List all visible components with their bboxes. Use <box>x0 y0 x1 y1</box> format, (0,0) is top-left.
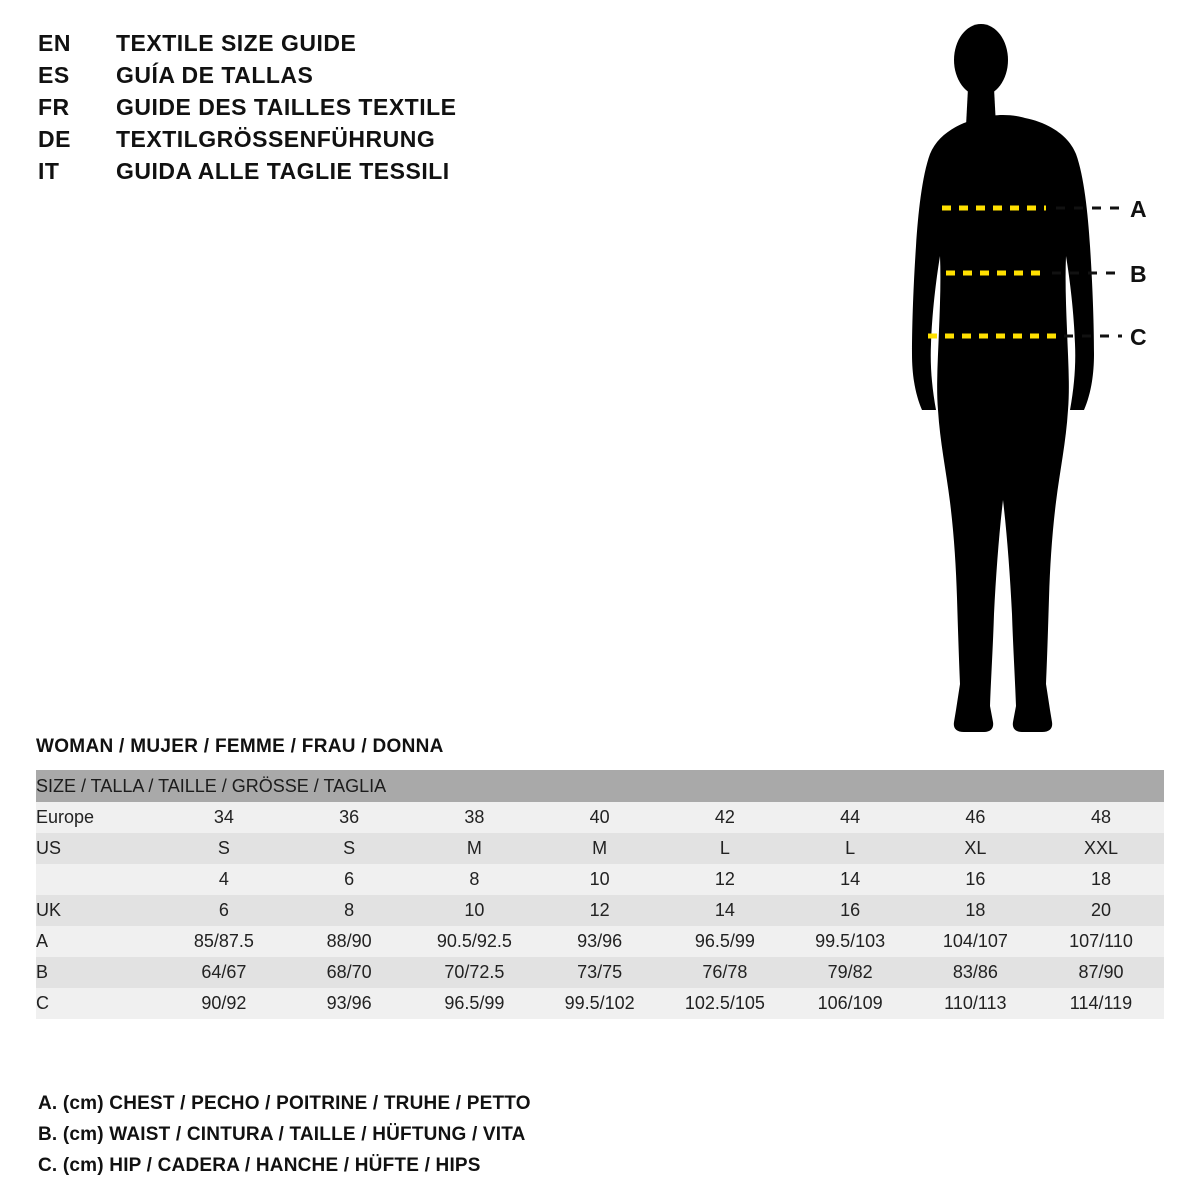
cell: L <box>788 833 913 864</box>
cell: 12 <box>537 895 662 926</box>
measure-label-b: B <box>1130 261 1147 287</box>
title-text: TEXTILGRÖSSENFÜHRUNG <box>116 126 436 152</box>
title-text: TEXTILE SIZE GUIDE <box>116 30 357 56</box>
cell: 10 <box>537 864 662 895</box>
cell: 44 <box>788 802 913 833</box>
cell: 64/67 <box>161 957 286 988</box>
cell: 18 <box>1038 864 1164 895</box>
title-text: GUIDE DES TAILLES TEXTILE <box>116 94 457 120</box>
figure-block <box>860 18 1190 748</box>
cell: 87/90 <box>1038 957 1164 988</box>
size-table <box>36 770 1164 1019</box>
cell: 48 <box>1038 802 1164 833</box>
measure-label-a: A <box>1130 196 1147 222</box>
title-text: GUIDA ALLE TAGLIE TESSILI <box>116 158 450 184</box>
cell: 40 <box>537 802 662 833</box>
title-row <box>38 158 738 190</box>
cell: XL <box>913 833 1038 864</box>
title-lang-code: EN <box>38 30 71 56</box>
cell: 102.5/105 <box>662 988 787 1019</box>
footnote-a: A. (cm) CHEST / PECHO / POITRINE / TRUHE / PETTO <box>38 1093 531 1114</box>
cell: 99.5/103 <box>788 926 913 957</box>
cell: 38 <box>412 802 537 833</box>
cell: 107/110 <box>1038 926 1164 957</box>
row-label <box>36 864 161 895</box>
row-label: B <box>36 957 161 988</box>
cell: 34 <box>161 802 286 833</box>
footnote-c: C. (cm) HIP / CADERA / HANCHE / HÜFTE / HIPS <box>38 1155 481 1176</box>
cell: 104/107 <box>913 926 1038 957</box>
title-row <box>38 30 738 62</box>
cell: 93/96 <box>537 926 662 957</box>
cell: 73/75 <box>537 957 662 988</box>
cell: 99.5/102 <box>537 988 662 1019</box>
footnote-b: B. (cm) WAIST / CINTURA / TAILLE / HÜFTUNG / VITA <box>38 1124 526 1145</box>
cell: XXL <box>1038 833 1164 864</box>
table-row <box>36 988 1164 1019</box>
cell: 96.5/99 <box>412 988 537 1019</box>
row-label: C <box>36 988 161 1019</box>
title-block <box>38 30 738 190</box>
title-lang-code: FR <box>38 94 70 120</box>
title-lang-code: DE <box>38 126 71 152</box>
cell: 8 <box>287 895 412 926</box>
cell: 10 <box>412 895 537 926</box>
cell: M <box>412 833 537 864</box>
cell: M <box>537 833 662 864</box>
cell: S <box>161 833 286 864</box>
cell: 14 <box>788 864 913 895</box>
cell: 12 <box>662 864 787 895</box>
cell: 93/96 <box>287 988 412 1019</box>
table-row <box>36 864 1164 895</box>
cell: 16 <box>913 864 1038 895</box>
cell: 70/72.5 <box>412 957 537 988</box>
cell: S <box>287 833 412 864</box>
group-label: WOMAN / MUJER / FEMME / FRAU / DONNA <box>36 736 444 757</box>
cell: 8 <box>412 864 537 895</box>
cell: 90/92 <box>161 988 286 1019</box>
title-lang-code: ES <box>38 62 70 88</box>
table-header-label: SIZE / TALLA / TAILLE / GRÖSSE / TAGLIA <box>36 770 1164 802</box>
title-row <box>38 126 738 158</box>
cell: 90.5/92.5 <box>412 926 537 957</box>
title-row <box>38 94 738 126</box>
row-label: Europe <box>36 802 161 833</box>
cell: 83/86 <box>913 957 1038 988</box>
footnotes-block <box>38 1088 938 1181</box>
cell: 88/90 <box>287 926 412 957</box>
row-label: A <box>36 926 161 957</box>
row-label: UK <box>36 895 161 926</box>
table-header-row <box>36 770 1164 802</box>
cell: 6 <box>287 864 412 895</box>
cell: 76/78 <box>662 957 787 988</box>
cell: 68/70 <box>287 957 412 988</box>
table-block <box>36 736 1164 1019</box>
title-text: GUÍA DE TALLAS <box>116 62 314 88</box>
cell: 18 <box>913 895 1038 926</box>
cell: 85/87.5 <box>161 926 286 957</box>
cell: 110/113 <box>913 988 1038 1019</box>
cell: 6 <box>161 895 286 926</box>
cell: 4 <box>161 864 286 895</box>
table-row <box>36 957 1164 988</box>
female-silhouette-icon <box>860 18 1190 748</box>
table-row <box>36 833 1164 864</box>
cell: 36 <box>287 802 412 833</box>
table-row <box>36 926 1164 957</box>
cell: 79/82 <box>788 957 913 988</box>
cell: 20 <box>1038 895 1164 926</box>
cell: 96.5/99 <box>662 926 787 957</box>
title-row <box>38 62 738 94</box>
table-row <box>36 802 1164 833</box>
cell: 46 <box>913 802 1038 833</box>
cell: 16 <box>788 895 913 926</box>
cell: 42 <box>662 802 787 833</box>
row-label: US <box>36 833 161 864</box>
cell: 106/109 <box>788 988 913 1019</box>
cell: L <box>662 833 787 864</box>
table-row <box>36 895 1164 926</box>
measure-label-c: C <box>1130 324 1147 350</box>
cell: 114/119 <box>1038 988 1164 1019</box>
cell: 14 <box>662 895 787 926</box>
title-lang-code: IT <box>38 158 60 184</box>
